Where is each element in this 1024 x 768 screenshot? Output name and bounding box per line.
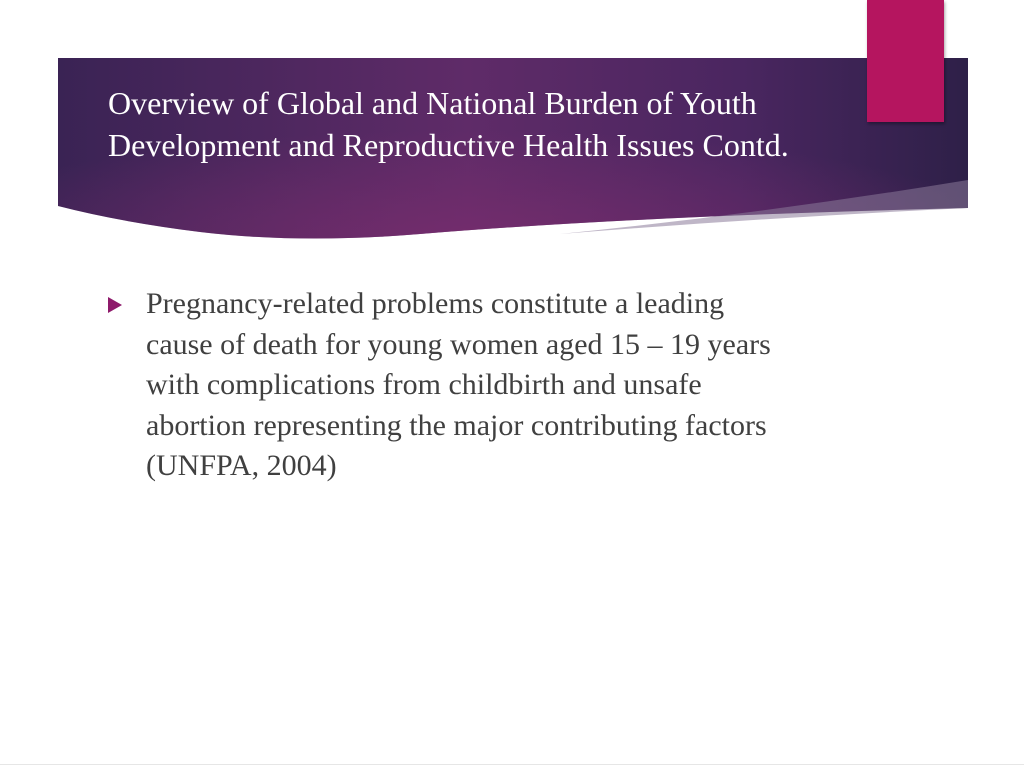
bottom-divider xyxy=(0,764,1024,765)
triangle-right-icon xyxy=(108,297,122,313)
bullet-text: Pregnancy-related problems constitute a leading cause of death for young women aged 15 – 19 years with complications from childbirth and unsafe abortion representing the major contributing factors (UNFPA, 2004) xyxy=(146,287,771,482)
bullet-list xyxy=(108,284,788,487)
slide-title: Overview of Global and National Burden of Youth Development and Reproductive Health Issues Contd. xyxy=(108,85,789,163)
bullet-item xyxy=(108,284,788,487)
accent-tab xyxy=(867,0,944,122)
